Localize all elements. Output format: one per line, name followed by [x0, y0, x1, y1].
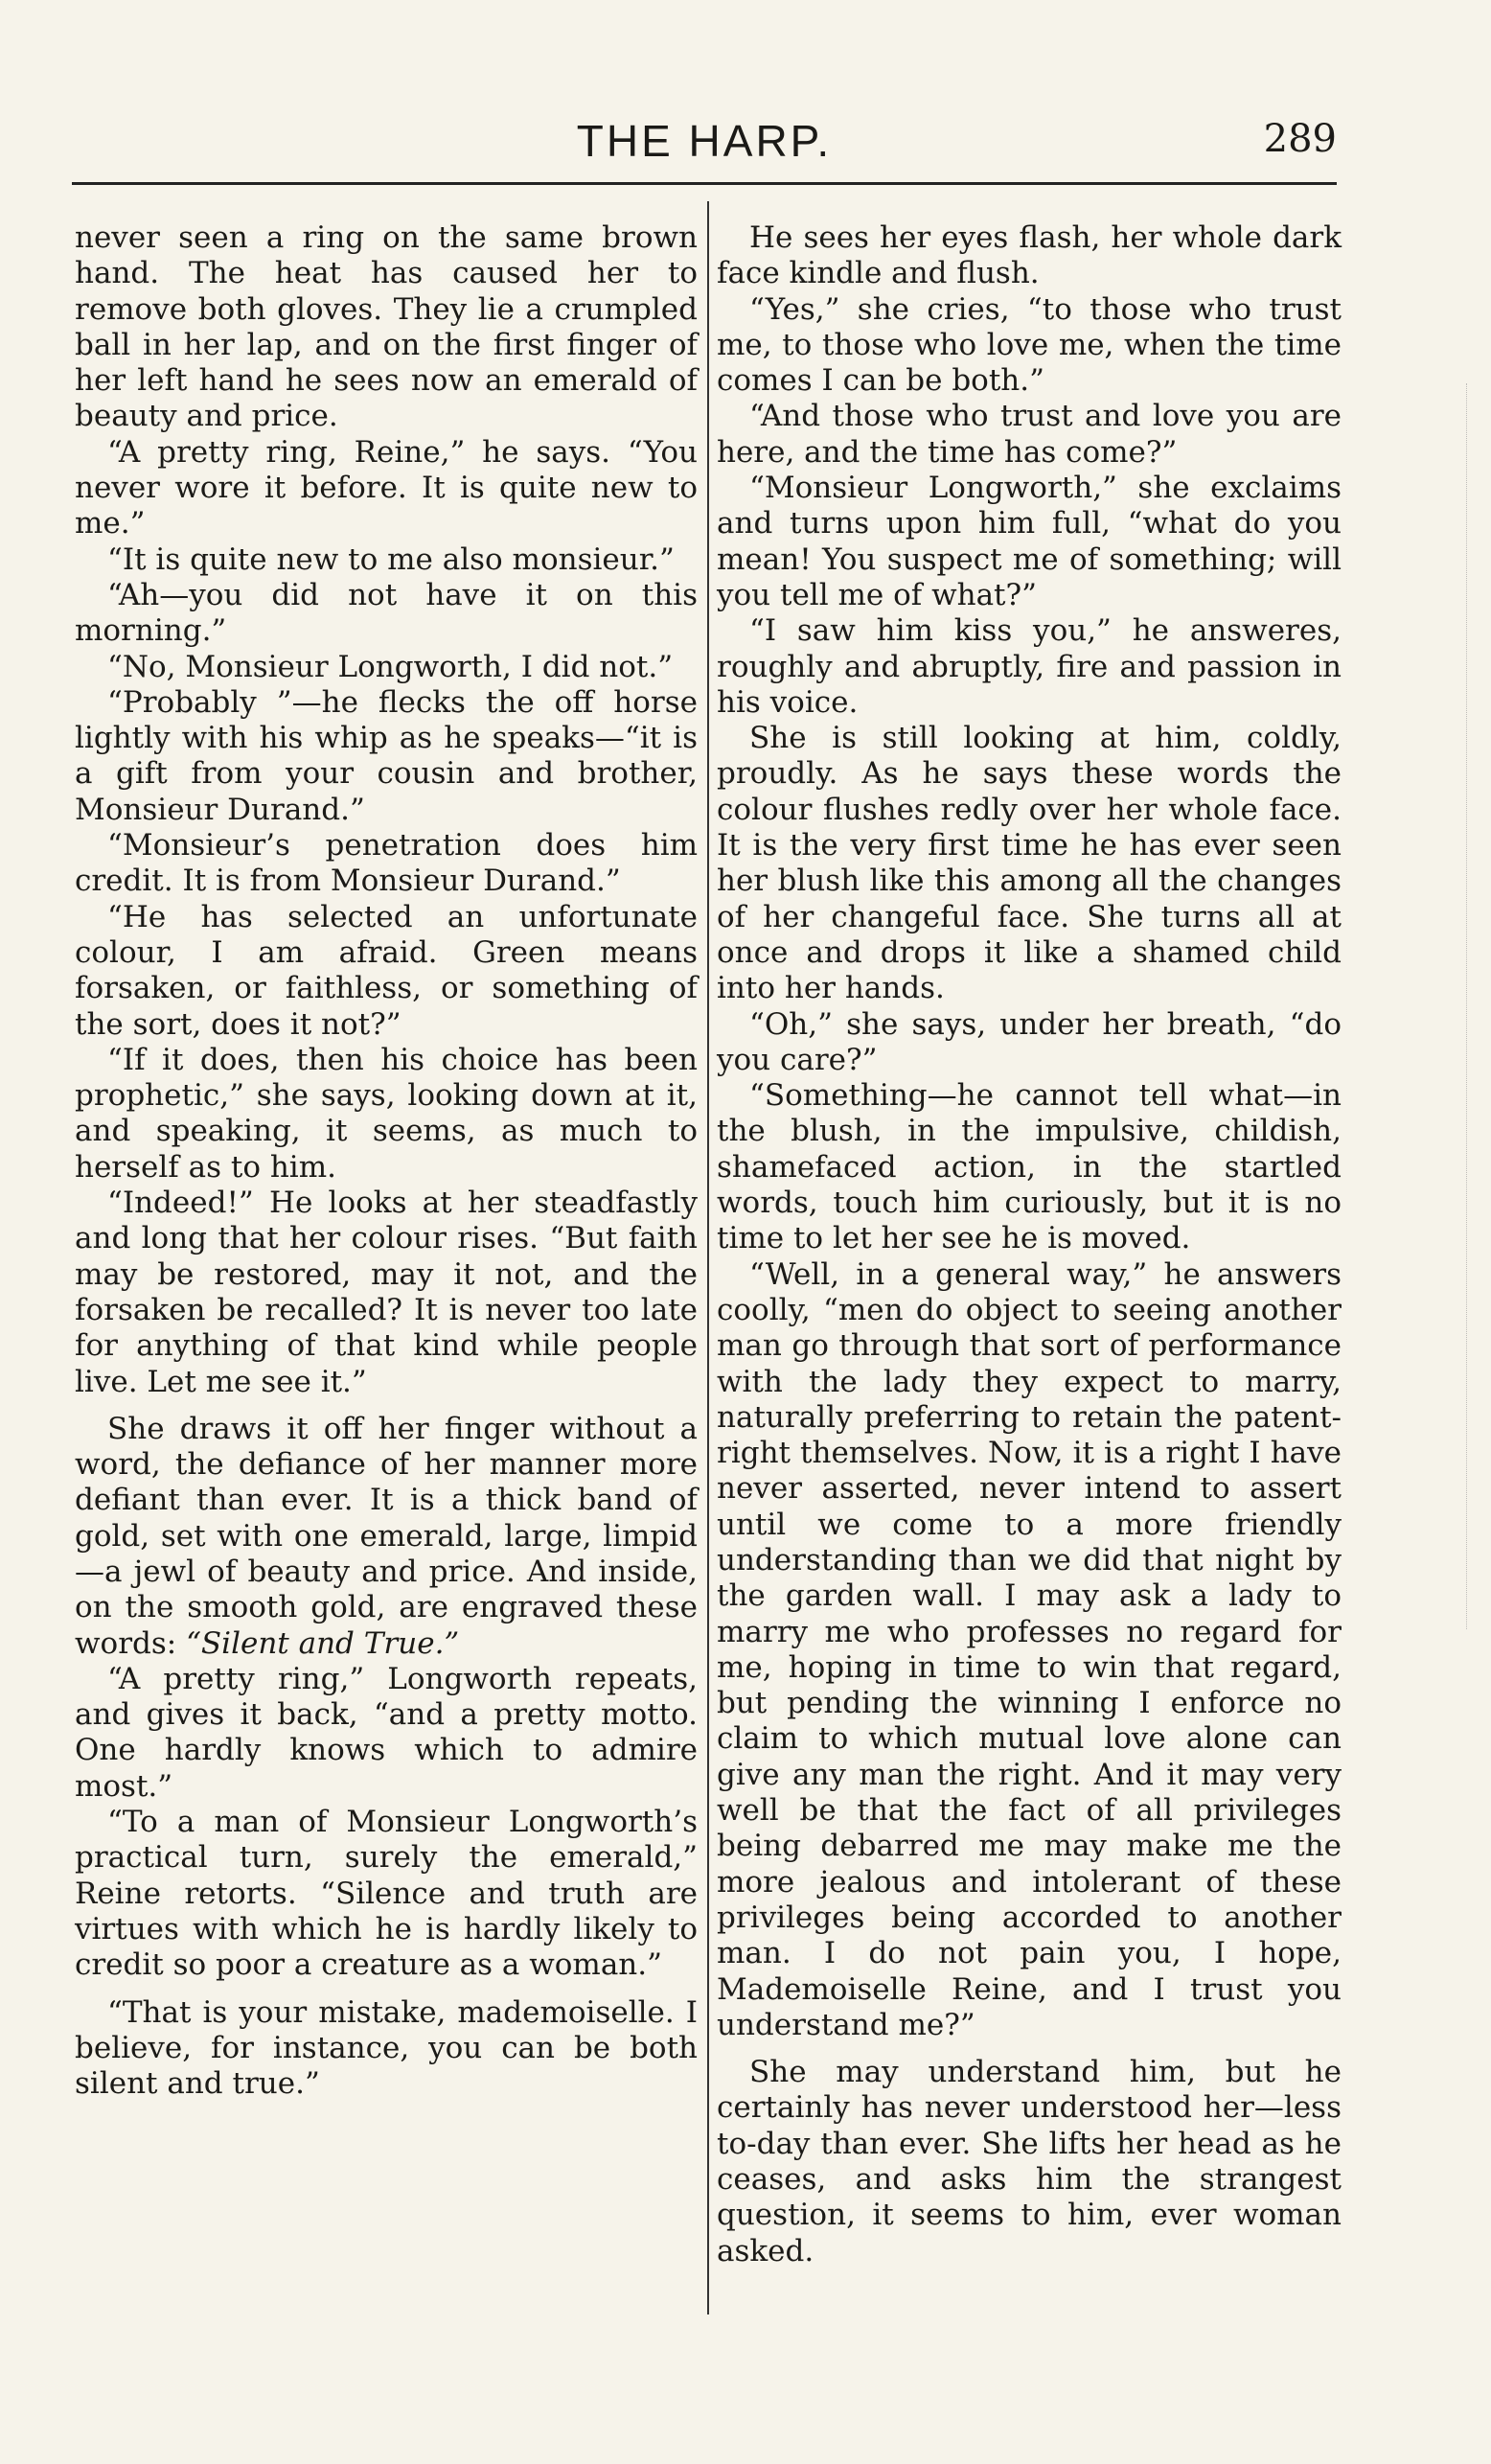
paragraph: She is still looking at him, coldly, proudly. As he says these words the colour flushes redly over her whole face. It is the very first time he has ever seen her blush like this among all the changes of her changeful face. She turns all at once and drops it like a shamed child into her hands. [717, 721, 1342, 1006]
paragraph: “To a man of Monsieur Longworth’s practical turn, surely the emerald,” Reine retorts. “Silence and truth are virtues with which he is hardly likely to credit so poor a creature as a woman.” [75, 1805, 698, 1983]
paragraph: “That is your mistake, mademoiselle. I believe, for instance, you can be both silent and true.” [75, 1994, 698, 2102]
paragraph: “It is quite new to me also monsieur.” [107, 541, 675, 577]
header-rule [72, 182, 1337, 185]
paragraph-with-motto [75, 1412, 698, 1662]
column-divider [707, 201, 709, 2314]
paragraph: “A pretty ring, Reine,” he says. “You never wore it before. It is quite new to me.” [75, 434, 698, 541]
paragraph: “I saw him kiss you,” he answeres, roughly and abruptly, fire and passion in his voice. [717, 613, 1342, 720]
running-head [72, 115, 1337, 173]
paragraph: “He has selected an unfortunate colour, I am afraid. Green means forsaken, or faithless, or something of the sort, does it not?” [75, 899, 698, 1042]
paragraph: “If it does, then his choice has been prophetic,” she says, looking down at it, and speaking, it seems, as much to herself as to him. [75, 1042, 698, 1185]
paragraph: never seen a ring on the same brown hand. The heat has caused her to remove both gloves. They lie a crumpled ball in her lap, and on the first finger of her left hand he sees now an emerald of beauty and price. [75, 220, 698, 434]
paragraph: “Something—he cannot tell what—in the blush, in the impulsive, childish, shamefaced action, in the startled words, touch him curiously, but it is no time to let her see he is moved. [717, 1078, 1342, 1256]
right-column [717, 220, 1342, 2269]
paragraph: “Yes,” she cries, “to those who trust me, to those who love me, when the time comes I can be both.” [717, 291, 1342, 399]
paragraph: “Monsieur’s penetration does him credit. It is from Monsieur Durand.” [75, 828, 698, 899]
paragraph: “Well, in a general way,” he answers coolly, “men do object to seeing another man go through that sort of performance with the lady they expect to marry, naturally preferring to retain the patent-right themselves. Now, it is a right I have never asserted, never intend to assert until we come to a more friendly understanding than we did that night by the garden wall. I may ask a lady to marry me who professes no regard for me, hoping in time to win that regard, but pending the winning I enforce no claim to which mutual love alone can give any man the right. And it may very well be that the fact of all privileges being debarred me may make me the more jealous and intolerant of these privileges being accorded to another man. I do not pain you, I hope, Mademoiselle Reine, and I trust you understand me?” [717, 1256, 1342, 2042]
paragraph: “Oh,” she says, under her breath, “do you care?” [717, 1006, 1342, 1077]
margin-mark [1466, 383, 1470, 1629]
page-number: 289 [1263, 117, 1337, 161]
left-column [75, 220, 698, 2102]
paragraph: “Indeed!” He looks at her steadfastly and long that her colour rises. “But faith may be restored, may it not, and the forsaken be recalled? It is never too late for anything of that kind while people live. Let me see it.” [75, 1186, 698, 1399]
paragraph: She may understand him, but he certainly has never understood her—less to-day than ever. She lifts her head as he ceases, and asks him the strangest question, it seems to him, ever woman asked. [717, 2055, 1342, 2268]
paragraph-text: She draws it off her finger without a word, the defiance of her manner more defiant than ever. It is a thick band of gold, set with one emerald, large, limpid—a jewl of beauty and price. And inside, on the smooth gold, are engraved these words: [75, 1411, 698, 1661]
paragraph: “And those who trust and love you are here, and the time has come?” [717, 399, 1342, 470]
paragraph: “Monsieur Longworth,” she exclaims and turns upon him full, “what do you mean! You suspect me of something; will you tell me of what?” [717, 471, 1342, 612]
paragraph: “No, Monsieur Longworth, I did not.” [107, 649, 674, 684]
paragraph: “A pretty ring,” Longworth repeats, and gives it back, “and a pretty motto. One hardly knows which to admire most.” [75, 1661, 698, 1804]
paragraph: “Ah—you did not have it on this morning.” [75, 577, 698, 649]
journal-title: THE HARP. [576, 116, 833, 166]
paragraph: He sees her eyes flash, her whole dark face kindle and flush. [717, 220, 1342, 291]
paragraph: “Probably ”—he flecks the off horse lightly with his whip as he speaks—“it is a gift from your cousin and brother, Monsieur Durand.” [75, 684, 698, 827]
engraved-motto: “Silent and True.” [186, 1625, 460, 1661]
